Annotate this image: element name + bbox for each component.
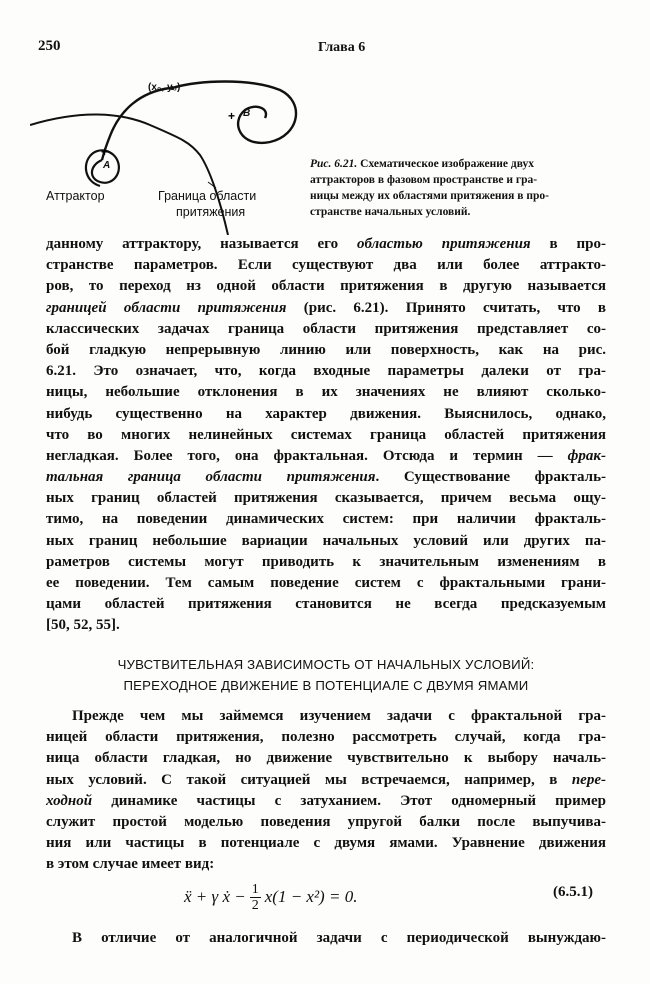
section-heading-line1: ЧУВСТВИТЕЛЬНАЯ ЗАВИСИМОСТЬ ОТ НАЧАЛЬНЫХ УСЛОВИЙ:	[117, 657, 535, 672]
text-line: нибудь существенно на характер движения. Выяснилось, однако,	[46, 405, 606, 422]
text-line: границей области притяжения (рис. 6.21). Принято считать, что в	[46, 299, 606, 316]
caption-line: аттракторов в фазовом пространстве и гра-	[310, 174, 538, 186]
section-heading	[46, 654, 606, 696]
caption-line: ницы между их областями притяжения в про-	[310, 190, 549, 202]
figure-caption	[310, 156, 610, 220]
text-line: 6.21. Это означает, что, когда входные параметры далеки от гра-	[46, 363, 606, 380]
text-line: негладкая. Более того, она фрактальная. Отсюда и термин — фрак-	[46, 447, 606, 464]
paragraph-3	[46, 928, 606, 949]
caption-title: Рис. 6.21.	[310, 158, 358, 170]
paragraph-2	[46, 706, 606, 876]
attractor-a-label: A	[103, 160, 111, 171]
text-line: ходной динамике частицы с затуханием. Этот одномерный пример	[46, 792, 606, 809]
text-line: странстве параметров. Если существуют два или более аттракто-	[46, 257, 606, 274]
paragraph-1	[46, 234, 606, 637]
text-line: ницей области притяжения, полезно рассмотреть случай, когда гра-	[46, 729, 606, 746]
text-line: ее поведении. Тем самым поведение систем с фрактальными грани-	[46, 575, 606, 591]
text-line: тальная граница области притяжения. Существование фракталь-	[46, 469, 607, 486]
attractor-a-plus: +	[101, 145, 109, 159]
caption-line: Схематическое изображение двух	[360, 158, 535, 170]
section-heading-line2: ПЕРЕХОДНОЕ ДВИЖЕНИЕ В ПОТЕНЦИАЛЕ С ДВУМЯ ЯМАМИ	[123, 678, 529, 693]
fraction-denominator: 2	[251, 897, 259, 913]
figure-6-21	[30, 70, 330, 235]
equation-fraction	[250, 882, 261, 913]
boundary-label-line2: притяжения	[176, 205, 246, 219]
page-number: 250	[38, 38, 61, 54]
attractor-b-label: B	[243, 108, 251, 119]
chapter-title: Глава 6	[318, 40, 366, 55]
boundary-label-line1: Граница области	[158, 189, 257, 203]
equation-lhs-start: ẍ + γ ẋ −	[184, 887, 246, 906]
text-line: тимо, на поведении динамических систем: при наличии фракталь-	[46, 511, 606, 528]
text-line: ния или частицы в потенциале с двумя ямами. Уравнение движения	[46, 835, 606, 852]
equation-6-5-1	[184, 872, 357, 922]
text-line: [50, 52, 55].	[46, 617, 120, 634]
text-line: что во многих нелинейных системах граница областей притяжения	[46, 426, 606, 443]
caption-line: странстве начальных условий.	[310, 206, 471, 218]
text-line: ницы, небольшие отклонения в их значениях не влияют сколько-	[46, 384, 606, 401]
attractor-label: Аттрактор	[46, 189, 105, 203]
equation-number: (6.5.1)	[553, 884, 593, 900]
text-line: бой гладкую непрерывную линию или поверхность, как на рис.	[46, 341, 606, 358]
initial-condition-label: (x₀, y₀)	[148, 82, 181, 93]
text-line: Прежде чем мы займемся изучением задачи с фрактальной гра-	[72, 708, 606, 724]
trajectory-to-a	[102, 88, 170, 160]
text-line: цами областей притяжения становится не всегда предсказуемым	[46, 596, 606, 613]
text-line: ных границ небольшие вариации начальных условий или других па-	[46, 532, 606, 549]
text-line: данному аттрактору, называется его областью притяжения в про-	[46, 236, 606, 252]
attractor-b-plus: +	[228, 109, 236, 123]
text-line: ров, то переход нз одной области притяжения в другую называется	[46, 278, 606, 295]
text-line: ных границ областей притяжения сказывается, причем весьма ощу-	[46, 490, 606, 507]
text-line: в этом случае имеет вид:	[46, 856, 215, 873]
text-line: раметров системы могут приводить к значительным изменениям в	[46, 553, 606, 570]
equation-lhs-end: x(1 − x²) = 0.	[264, 887, 358, 906]
text-line: служит простой моделью поведения упругой балки после выпучива-	[46, 813, 606, 830]
fraction-numerator: 1	[251, 881, 259, 897]
text-line: ница области гладкая, но движение чувствительно к выбору началь-	[46, 750, 606, 767]
text-line: ных условий. С такой ситуацией мы встречаемся, например, в пере-	[46, 771, 606, 788]
text-line: классических задачах граница области притяжения представляет со-	[46, 320, 606, 337]
text-line: В отличие от аналогичной задачи с периодической вынуждаю-	[72, 930, 606, 946]
